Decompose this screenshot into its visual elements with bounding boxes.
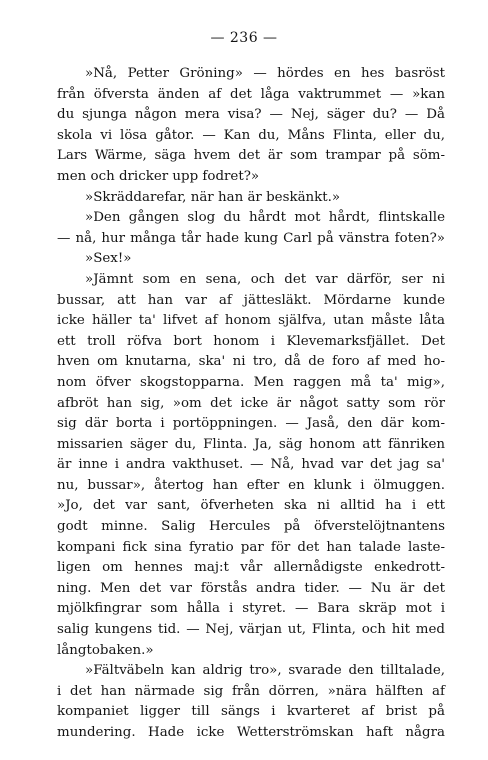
text-line: ett troll röfva bort honom i Klevemarksfjället. Det bbox=[57, 333, 445, 349]
text-line: hven om knutarna, ska' ni tro, då de foro af med ho- bbox=[57, 354, 445, 370]
text-line: långtobaken.» bbox=[57, 642, 154, 658]
text-line: i det han närmade sig från dörren, »nära hälften af bbox=[57, 683, 445, 699]
text-line: godt minne. Salig Hercules på öfverstelöjtnantens bbox=[57, 519, 445, 535]
page-number: — 236 — bbox=[210, 30, 278, 46]
text-line: »Skräddarefar, när han är beskänkt.» bbox=[85, 189, 341, 205]
text-line: bussar, att han var af jättesläkt. Mördarne kunde bbox=[57, 292, 445, 308]
text-line: »Sex!» bbox=[85, 251, 132, 267]
text-line: är inne i andra vakthuset. — Nå, hvad var det jag sa' bbox=[57, 457, 445, 473]
text-line: »Nå, Petter Gröning» — hördes en hes basröst bbox=[85, 66, 445, 81]
text-line: nu, bussar», återtog han efter en klunk i ölmuggen. bbox=[57, 477, 445, 493]
text-line: »Jo, det var sant, öfverheten ska ni alltid ha i ett bbox=[57, 498, 445, 514]
text-line: mjölkfingrar som hålla i styret. — Bara skräp mot i bbox=[57, 601, 445, 617]
text-line: »Jämnt som en sena, och det var därför, ser ni bbox=[85, 271, 445, 287]
text-line: afbröt han sig, »om det icke är något satty som rör bbox=[57, 395, 445, 411]
text-line: »Fältväbeln kan aldrig tro», svarade den tilltalade, bbox=[85, 663, 445, 679]
text-line: sig där borta i portöppningen. — Jaså, den där kom- bbox=[57, 416, 445, 432]
text-line: salig kungens tid. — Nej, värjan ut, Flinta, och hit med bbox=[57, 622, 445, 638]
text-line: ligen om hennes maj:t vår allernådigste enkedrott- bbox=[57, 560, 445, 576]
text-line: missarien säger du, Flinta. Ja, säg honom att fänriken bbox=[57, 436, 445, 452]
text-line: ning. Men det var förstås andra tider. — Nu är det bbox=[57, 580, 445, 596]
text-line: Lars Wärme, säga hvem det är som trampar på söm- bbox=[57, 148, 445, 164]
text-line: nom öfver skogstopparna. Men raggen må ta' mig», bbox=[57, 374, 445, 390]
text-line: men och dricker upp fodret?» bbox=[57, 168, 260, 184]
text-line: du sjunga någon mera visa? — Nej, säger du? — Då bbox=[57, 107, 445, 123]
text-line: kompani fick sina fyratio par för det han talade laste- bbox=[57, 539, 445, 555]
text-line: mundering. Hade icke Wetterströmskan haft några bbox=[57, 725, 445, 740]
text-line: »Den gången slog du hårdt mot hårdt, flintskalle bbox=[85, 210, 445, 226]
text-line: skola vi lösa gåtor. — Kan du, Måns Flinta, eller du, bbox=[57, 127, 445, 143]
text-line: icke häller ta' lifvet af honom själfva, utan måste låta bbox=[57, 313, 445, 329]
body-text bbox=[57, 64, 445, 744]
text-line: kompaniet ligger till sängs i kvarteret af brist på bbox=[57, 704, 445, 720]
text-line: — nå, hur många tår hade kung Carl på vänstra foten?» bbox=[57, 230, 445, 246]
text-line: från öfversta änden af det låga vaktrummet — »kan bbox=[57, 86, 445, 102]
